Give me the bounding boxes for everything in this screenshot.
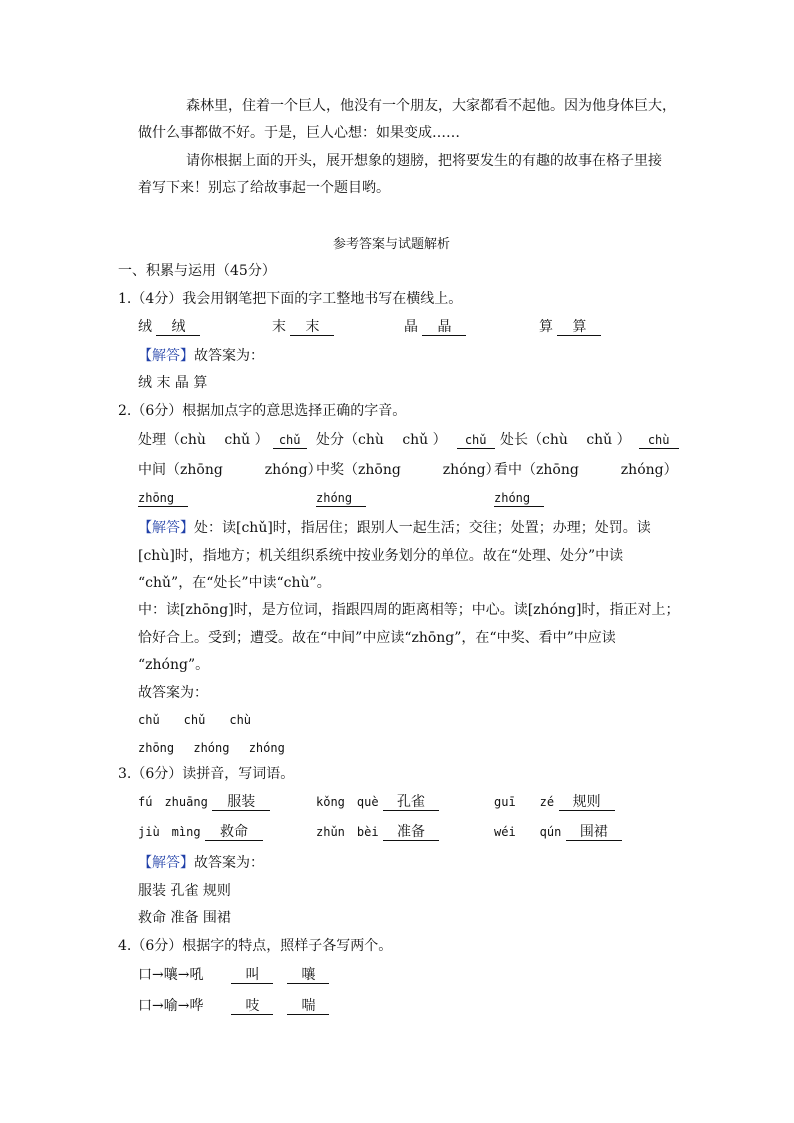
- q4-answer-blank: 吱: [231, 998, 273, 1015]
- q4-answer-blank: 嚷: [287, 967, 329, 984]
- essay-paragraph-1-line-2: 做什么事都做不好。于是，巨人心想：如果变成……: [138, 125, 460, 141]
- question-3-item: [316, 823, 439, 841]
- q1-answer-blank: 晶: [422, 319, 466, 336]
- q2-option-label: 处长（chù chǔ ）: [500, 432, 631, 448]
- question-1-item: [404, 316, 466, 336]
- solution-final-line: chǔ chǔ chù: [138, 713, 252, 727]
- question-3-item: [316, 793, 439, 811]
- question-4-item: [138, 995, 329, 1015]
- pinyin: fú zhuāng: [138, 795, 208, 809]
- q1-answer-blank: 算: [557, 319, 601, 336]
- solution-line: “chǔ”，在“处长”中读“chù”。: [138, 575, 331, 591]
- solution-line: 中：读[zhōng]时，是方位词，指跟四周的距离相等；中心。读[zhóng]时，指正对上；: [138, 602, 680, 618]
- q2-answer-text: zhōng: [138, 490, 188, 507]
- pinyin: zhǔn bèi: [316, 825, 379, 839]
- q3-answer-blank: 救命: [205, 824, 263, 841]
- question-3-stem: 3.（6分）读拼音，写词语。: [118, 766, 295, 782]
- pinyin: wéi qún: [494, 825, 562, 839]
- section-heading: 一、积累与运用（45分）: [118, 263, 276, 279]
- question-1-item: [138, 316, 200, 336]
- question-4-stem: 4.（6分）根据字的特点，照样子各写两个。: [118, 938, 393, 954]
- question-3-solution: [138, 852, 264, 872]
- q3-answer-blank: 规则: [559, 794, 615, 811]
- essay-paragraph-1-line-1: 森林里，住着一个巨人，他没有一个朋友，大家都看不起他。因为他身体巨大，: [186, 98, 676, 114]
- q2-answer-blank: chǔ: [273, 432, 307, 449]
- pinyin: kǒng què: [316, 795, 379, 809]
- question-1-final: 绒 末 晶 算: [138, 375, 208, 391]
- q3-answer-blank: 准备: [383, 824, 439, 841]
- question-3-item: [494, 793, 615, 811]
- q2-answer-blank: [494, 490, 544, 507]
- solution-final-line: 救命 准备 围裙: [138, 910, 231, 926]
- solution-text: 故答案为：: [194, 855, 264, 871]
- question-2-option: [316, 429, 495, 449]
- q2-answer-blank: [138, 490, 188, 507]
- q1-answer-blank: 绒: [156, 319, 200, 336]
- solution-final-line: 服装 孔雀 规则: [138, 883, 231, 899]
- solution-tag: 【解答】: [138, 855, 194, 871]
- solution-tag: 【解答】: [138, 520, 194, 536]
- q2-answer-blank: chǔ: [457, 432, 495, 449]
- q1-char: 末: [272, 319, 286, 335]
- q4-example: 口→嚷→吼: [138, 967, 204, 983]
- q2-answer-blank: [316, 490, 366, 507]
- q4-answer-blank: 喘: [287, 998, 329, 1015]
- solution-line: “zhóng”。: [138, 657, 210, 673]
- question-1-stem: 1.（4分）我会用钢笔把下面的字工整地书写在横线上。: [118, 291, 463, 307]
- solution-final-label: 故答案为：: [138, 685, 208, 701]
- question-3-item: [494, 823, 622, 841]
- question-1-solution: [138, 345, 264, 365]
- question-1-item: [272, 316, 334, 336]
- q2-option-label: 处分（chù chǔ ）: [316, 432, 447, 448]
- q1-char: 绒: [138, 319, 152, 335]
- question-2-option: [500, 429, 679, 449]
- question-2-option: [138, 429, 307, 449]
- essay-paragraph-2-line-1: 请你根据上面的开头，展开想象的翅膀，把将要发生的有趣的故事在格子里接: [186, 153, 662, 169]
- pinyin: jiù mìng: [138, 825, 201, 839]
- solution-final-line: zhōng zhóng zhóng: [138, 741, 285, 755]
- question-4-item: [138, 964, 329, 984]
- q3-answer-blank: 孔雀: [383, 794, 439, 811]
- q4-example: 口→喻→哗: [138, 998, 204, 1014]
- question-3-item: [138, 793, 270, 811]
- solution-line: 恰好合上。受到；遭受。故在“中间”中应读“zhōng”，在“中奖、看中”中应读: [138, 630, 616, 646]
- q2-answer-blank: chù: [639, 432, 679, 449]
- answer-title: 参考答案与试题解析: [333, 237, 451, 252]
- question-2-solution: [138, 517, 651, 537]
- solution-tag: 【解答】: [138, 348, 194, 364]
- question-2-option: 中间（zhōng zhóng）: [138, 462, 322, 478]
- q1-char: 算: [539, 319, 553, 335]
- q4-answer-blank: 叫: [231, 967, 273, 984]
- question-2-option: 中奖（zhōng zhóng）: [316, 462, 500, 478]
- solution-text: 故答案为：: [194, 348, 264, 364]
- q3-answer-blank: 围裙: [566, 824, 622, 841]
- question-2-option: 看中（zhōng zhóng）: [494, 462, 678, 478]
- question-2-stem: 2.（6分）根据加点字的意思选择正确的字音。: [118, 403, 407, 419]
- essay-paragraph-2-line-2: 着写下来！别忘了给故事起一个题目哟。: [138, 180, 390, 196]
- q3-answer-blank: 服装: [212, 794, 270, 811]
- question-3-item: [138, 823, 263, 841]
- question-1-item: [539, 316, 601, 336]
- q1-answer-blank: 末: [290, 319, 334, 336]
- q2-option-label: 处理（chù chǔ ）: [138, 432, 269, 448]
- solution-text: 处：读[chǔ]时，指居住；跟别人一起生活；交往；处置；办理；处罚。读: [194, 520, 651, 536]
- q2-answer-text: zhóng: [316, 490, 366, 507]
- solution-line: [chù]时，指地方；机关组织系统中按业务划分的单位。故在“处理、处分”中读: [138, 548, 624, 564]
- pinyin: guī zé: [494, 795, 555, 809]
- q1-char: 晶: [404, 319, 418, 335]
- q2-answer-text: zhóng: [494, 490, 544, 507]
